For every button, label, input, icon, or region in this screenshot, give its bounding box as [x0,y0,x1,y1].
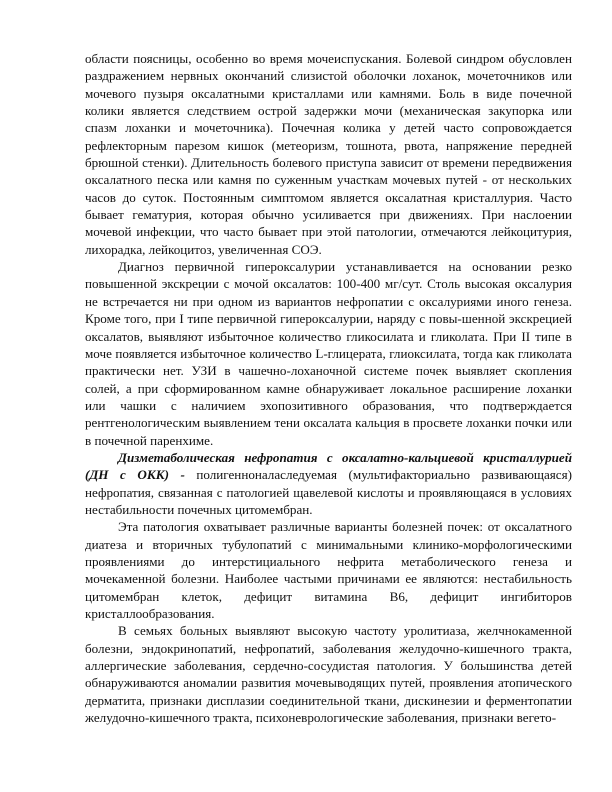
paragraph-symptoms: области поясницы, особенно во время мочеиспускания. Болевой синдром обусловлен раздражением нервных окончаний слизистой оболочки лоханок, мочеточников или мочевого пузыря оксалатными кристаллами или камнями. Боль в виде почечной колики является следствием острой задержки мочи (механическая закупорка или спазм лоханки и мочеточника). Почечная колика у детей часто сопровождается рефлекторным парезом кишок (метеоризм, тошнота, рвота, напряжение передней брюшной стенки). Длительность болевого приступа зависит от времени передвижения оксалатного песка или камня по суженным участкам мочевых путей - от нескольких часов до суток. Постоянным симптомом является оксалатная кристаллурия. Часто бывает гематурия, которая обычно усиливается при движениях. При наслоении мочевой инфекции, что часто бывает при этой патологии, отмечаются лейкоцитурия, лихорадка, лейкоцитоз, увеличенная СОЭ. [85,51,572,257]
paragraph-definition [85,449,572,518]
paragraph-pathology-variants: Эта патология охватывает различные варианты болезней почек: от оксалатного диатеза и вторичных тубулопатий с минимальными клинико-морфологическими проявлениями до интерстициального нефрита метаболического генеза и мочекаменной болезни. Наиболее частыми причинами ее являются: нестабильность цитомембран клеток, дефицит витамина В6, дефицит ингибиторов кристаллообразования. [85,519,572,621]
defined-term: Дизметаболическая нефропатия с оксалатно-кальциевой кристаллурией (ДН с ОКК) - [85,449,572,483]
paragraph-family-history: В семьях больных выявляют высокую частоту уролитиаза, желчнокаменной болезни, эндокринопатий, нефропатий, заболевания желудочно-кишечного тракта, аллергические заболевания, сердечно-сосудистая патология. У большинства детей обнаруживаются аномалии развития мочевыводящих путей, проявления атопического дерматита, признаки дисплазии соединительной ткани, дискинезии и ферментопатии желудочно-кишечного тракта, психоневрологические заболевания, признаки вегето- [85,623,572,726]
paragraph-diagnosis: Диагноз первичной гипероксалурии устанавливается на основании резко повышенной экскреции с мочой оксалатов: 100-400 мг/сут. Столь высокая оксалурия не встречается ни при одном из вариантов нефропатии с оксалуриями иного генеза. Кроме того, при I типе первичной гипероксалурии, наряду с повы-шенной экскрецией оксалатов, выявляют избыточное количество гликосилата и гликолата. При II типе в моче появляется избыточное количество L-глицерата, глиоксилата, тогда как гликолата практически нет. УЗИ в чашечно-лоханочной системе почек выявляет скопления солей, а при сформированном камне обнаруживает локальное расширение лоханки или чашки с наличием эхопозитивного образования, что подтверждается рентгенологическим выявлением тени оксалата кальция в просвете лоханки почки или в почечной паренхиме. [85,259,572,448]
definition-text: полигенноналаследуемая (мультифакториально развивающаяся) нефропатия, связанная с патологией щавелевой кислоты и проявляющаяся в условиях нестабильности почечных цитомембран. [85,467,572,517]
